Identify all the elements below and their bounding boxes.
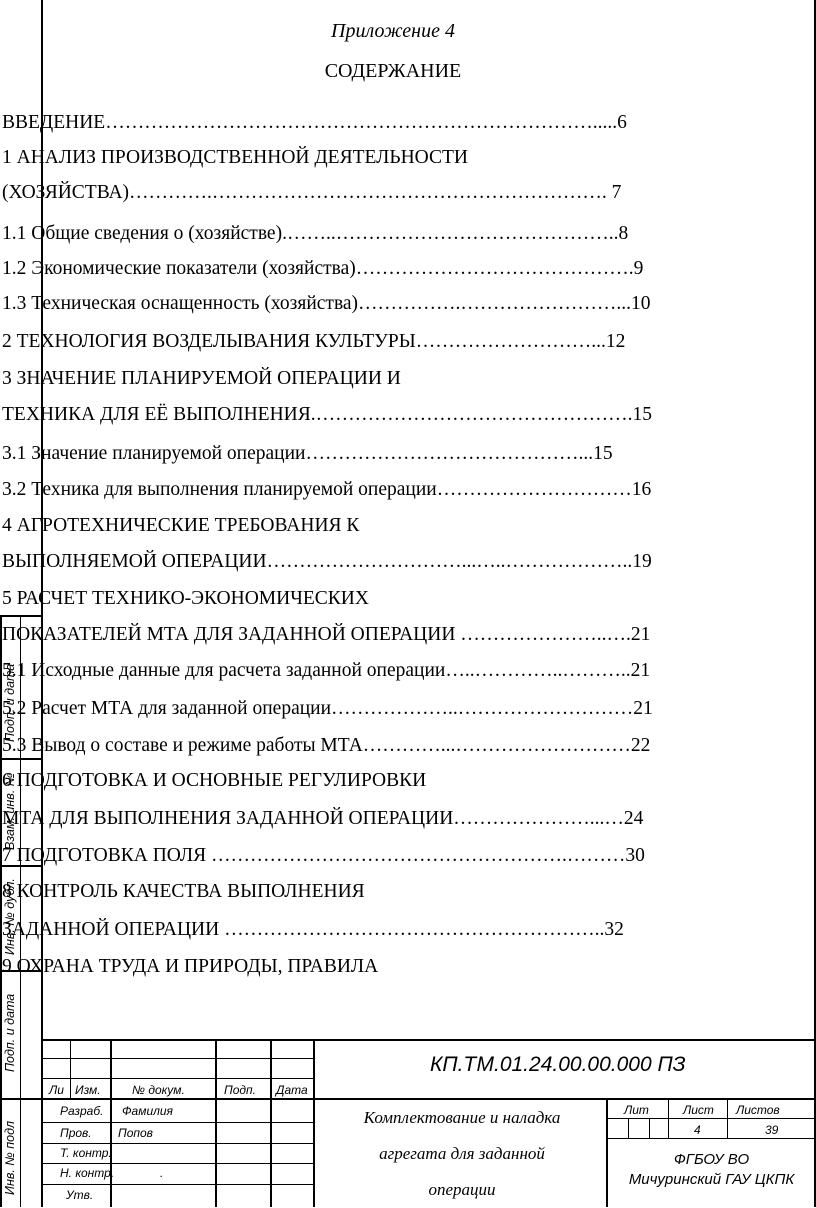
toc-line: 1.2 Экономические показатели (хозяйства)…………………………………….9	[2, 258, 644, 279]
toc-line: 5.1 Исходные данные для расчета заданной операции…..…………..………..21	[2, 660, 651, 681]
toc-line: ВЫПОЛНЯЕМОЙ ОПЕРАЦИИ…………………………...…..………………..19	[2, 551, 652, 572]
col-header-doc: № докум.	[132, 1083, 185, 1097]
stamp-right-col	[727, 1098, 728, 1138]
role-developer: Разраб.	[60, 1104, 104, 1118]
stamp-right-line	[606, 1138, 816, 1139]
name-checker: Попов	[118, 1126, 153, 1140]
role-norm-control: Н. контр.	[60, 1166, 115, 1180]
org-line: ФГБОУ ВО	[673, 1151, 750, 1168]
toc-line: 6 ПОДГОТОВКА И ОСНОВНЫЕ РЕГУЛИРОВКИ	[2, 770, 427, 791]
margin-sep-1	[0, 615, 43, 617]
margin-sep-5	[0, 1098, 43, 1100]
stamp-lit-cell	[628, 1118, 629, 1138]
stamp-col-line	[215, 1039, 217, 1207]
stamp-row-line	[41, 1143, 313, 1144]
side-label-inv-orig: Инв. № подл	[3, 1120, 17, 1195]
role-approved: Утв.	[66, 1188, 94, 1202]
toc-line: ЗАДАННОЙ ОПЕРАЦИИ …………………………………………………..32	[2, 919, 624, 940]
side-label-sign-date-bottom: Подп. и дата	[3, 993, 17, 1072]
stamp-row-line	[41, 1058, 313, 1059]
col-header-sign: Подп.	[224, 1083, 256, 1097]
toc-line: 1.1 Общие сведения о (хозяйстве).……..……………………………………..8	[2, 223, 629, 244]
margin-sep-2	[0, 758, 43, 760]
stamp-right-col	[668, 1098, 669, 1138]
work-title-line: операции	[428, 1180, 496, 1199]
stamp-row-line	[41, 1122, 313, 1123]
page-title: СОДЕРЖАНИЕ	[324, 60, 462, 82]
stamp-col-line	[270, 1039, 272, 1207]
sheet-label: Лист	[683, 1103, 714, 1117]
toc-line: 1 АНАЛИЗ ПРОИЗВОДСТВЕННОЙ ДЕЯТЕЛЬНОСТИ	[2, 147, 468, 168]
toc-line: 9 ОХРАНА ТРУДА И ПРИРОДЫ, ПРАВИЛА	[2, 956, 379, 977]
side-label-sign-date-top: Подп. и дата	[3, 663, 17, 742]
role-tech-control: Т. контр.	[60, 1146, 112, 1160]
side-label-replace-inv: Взам. инв. №	[3, 772, 17, 850]
side-label-inv-dubl: Инв. № дубл.	[3, 878, 17, 955]
document-number: КП.ТМ.01.24.00.00.000 ПЗ	[430, 1053, 686, 1076]
org-line: Мичуринский ГАУ ЦКПК	[628, 1171, 795, 1188]
toc-line: МТА ДЛЯ ВЫПОЛНЕНИЯ ЗАДАННОЙ ОПЕРАЦИИ…………………...…24	[2, 808, 644, 829]
toc-line: 4 АГРОТЕХНИЧЕСКИЕ ТРЕБОВАНИЯ К	[2, 515, 360, 536]
stamp-right-line	[606, 1118, 816, 1119]
stamp-top-line	[41, 1039, 816, 1041]
sheet-number: 4	[694, 1123, 701, 1137]
toc-line: ВВЕДЕНИЕ………………………………………………………………….....6	[2, 112, 627, 133]
toc-line: 3.2 Техника для выполнения планируемой операции…………………………16	[2, 479, 652, 500]
name-norm-control: .	[160, 1166, 164, 1180]
work-title-line: агрегата для заданной	[379, 1144, 545, 1163]
sheets-label: Листов	[736, 1103, 780, 1117]
work-title	[318, 1100, 606, 1208]
toc-line: 1.3 Техническая оснащенность (хозяйства)…………….……………………...10	[2, 293, 651, 314]
stamp-row-line	[41, 1184, 313, 1185]
toc-line: 8 КОНТРОЛЬ КАЧЕСТВА ВЫПОЛНЕНИЯ	[2, 881, 365, 902]
col-header-li: Ли	[49, 1083, 64, 1097]
stamp-row-line	[41, 1163, 313, 1164]
toc-line: ПОКАЗАТЕЛЕЙ МТА ДЛЯ ЗАДАННОЙ ОПЕРАЦИИ …………………..….21	[2, 624, 651, 645]
toc-line: 3 ЗНАЧЕНИЕ ПЛАНИРУЕМОЙ ОПЕРАЦИИ И	[2, 368, 401, 389]
stamp-col-line	[110, 1039, 112, 1207]
col-header-izm: Изм.	[75, 1083, 101, 1097]
col-header-date: Дата	[276, 1083, 308, 1097]
role-checker: Пров.	[60, 1126, 92, 1140]
toc-line: 5 РАСЧЕТ ТЕХНИКО-ЭКОНОМИЧЕСКИХ	[2, 588, 369, 609]
work-title-line: Комплектование и наладка	[363, 1108, 561, 1127]
stamp-row-line	[41, 1078, 313, 1079]
toc-line: ТЕХНИКА ДЛЯ ЕЁ ВЫПОЛНЕНИЯ.………………………………………….15	[2, 404, 652, 425]
toc-line: 7 ПОДГОТОВКА ПОЛЯ ……………………………………………….………30	[2, 845, 645, 866]
toc-line: (ХОЗЯЙСТВА)………….……………………………………………………. 7	[2, 182, 622, 203]
appendix-label: Приложение 4	[331, 20, 455, 42]
stamp-lit-cell	[649, 1118, 650, 1138]
name-developer: Фамилия	[122, 1104, 173, 1118]
toc-line: 2 ТЕХНОЛОГИЯ ВОЗДЕЛЫВАНИЯ КУЛЬТУРЫ………………………...12	[2, 331, 626, 352]
sheets-count: 39	[765, 1123, 779, 1137]
stamp-col-line	[70, 1039, 71, 1098]
organization	[607, 1150, 816, 1190]
toc-line: 3.1 Значение планируемой операции……………………………………...15	[2, 443, 613, 464]
toc-line: 5.3 Вывод о составе и режиме работы МТА…………...………………………22	[2, 735, 651, 756]
toc-line: 5.2 Расчет МТА для заданной операции………………..………………………21	[2, 698, 653, 719]
stamp-col-line	[313, 1039, 315, 1207]
lit-label: Лит	[624, 1103, 649, 1117]
